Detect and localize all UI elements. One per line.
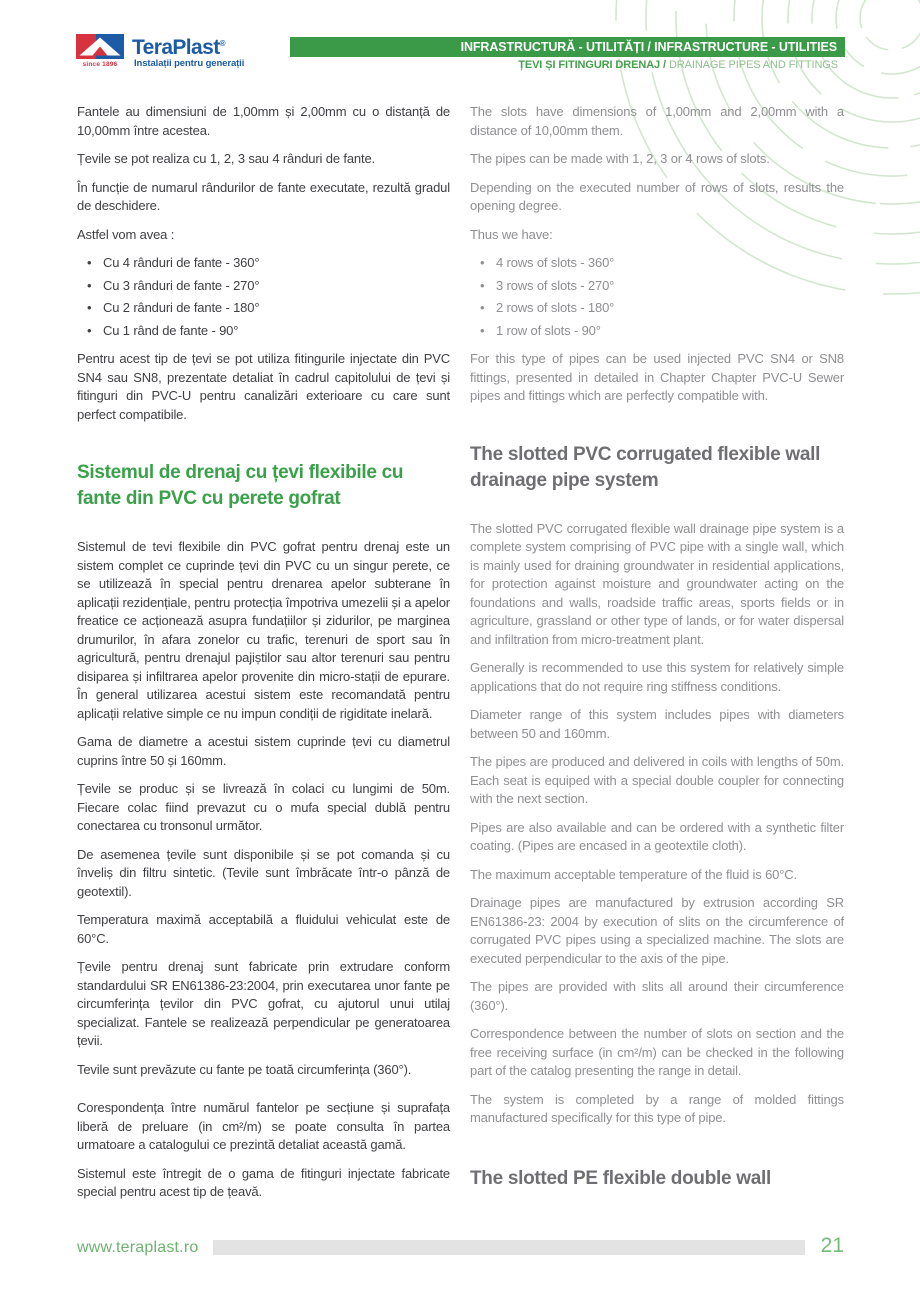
paragraph: Țevile se pot realiza cu 1, 2, 3 sau 4 rânduri de fante.: [77, 151, 376, 166]
paragraph: Sistemul de tevi flexibile din PVC gofrat pentru drenaj este un sistem complet ce cuprinde țevi din PVC cu un singur perete, ce se utilizează în special pentru drenarea apelor subterane în aplicații rezidențiale, pentru protecția împotriva umezelii și a apelor freatice ce acționează asupra fundațiilor și zidurilor, pe marginea drumurilor, în afara zonelor cu trafic, terenuri de sport sau în agricultură, pentru drenajul pajiștilor sau altor terenuri sau pentru disiparea și infiltrarea apelor provenite din micro-stații de epurare. În general utilizarea acestui sistem este recomandată pentru aplicații relative simple ce nu impun condiții de rigiditate inelară.: [77, 539, 450, 721]
paragraph: Thus we have:: [470, 226, 553, 242]
paragraph: Generally is recommended to use this system for relatively simple applications that do not require ring stiffness conditions.: [470, 660, 844, 694]
list-item: • Cu 2 rânduri de fante - 180°: [103, 299, 450, 318]
paragraph: The pipes are produced and delivered in coils with lengths of 50m. Each seat is equiped with a special double coupler for connecting with the next section.: [470, 754, 844, 806]
paragraph: The pipes can be made with 1, 2, 3 or 4 rows of slots.: [470, 151, 770, 166]
paragraph: Astfel vom avea :: [77, 226, 175, 242]
list-item: • 4 rows of slots - 360°: [496, 254, 844, 273]
paragraph: The pipes are provided with slits all around their circumference (360°).: [470, 979, 844, 1013]
paragraph: Corespondența între numărul fantelor pe secțiune și suprafața liberă de preluare (in cm²/m) se poate consulta în partea urmatoare a catalogului ce prezintă detaliat această gamă.: [77, 1100, 450, 1152]
paragraph: The slots have dimensions of 1,00mm and 2,00mm with a distance of 10,00mm them.: [470, 104, 844, 138]
paragraph: În funcție de numarul rândurilor de fante executate, rezultă gradul de deschidere.: [77, 179, 450, 213]
paragraph: Drainage pipes are manufactured by extrusion according SR EN61386-23: 2004 by execution of slits on the circumference of corrugated PVC pipes using a specialized machine. The slots are executed perpendicular to the axis of the pipe.: [470, 895, 844, 966]
paragraph: Pipes are also available and can be ordered with a synthetic filter coating. (Pipes are encased in a geotextile cloth).: [470, 819, 844, 853]
logo-since-label: since 1896: [82, 61, 118, 68]
english-column: [470, 103, 844, 1192]
teraplast-logo-mark-icon: [76, 34, 124, 59]
list-item: • 3 rows of slots - 270°: [496, 277, 844, 296]
paragraph: Pentru acest tip de țevi se pot utiliza fitingurile injectate din PVC SN4 sau SN8, prezentate detaliat în cadrul capitolului de țevi și fitinguri din PVC-U pentru canalizări exterioare cu care sunt perfect compatibile.: [77, 351, 450, 422]
paragraph: Correspondence between the number of slots on section and the free receiving surface (in cm²/m) can be checked in the following part of the catalog presenting the range in detail.: [470, 1026, 844, 1078]
list-item: • 2 rows of slots - 180°: [496, 299, 844, 318]
paragraph: For this type of pipes can be used injected PVC SN4 or SN8 fittings, presented in detailed in Chapter Chapter PVC-U Sewer pipes and fittings which are perfectly compatible with.: [470, 351, 844, 403]
list-item: • Cu 4 rânduri de fante - 360°: [103, 254, 450, 273]
subtitle-romanian: ȚEVI ȘI FITINGURI DRENAJ /: [518, 59, 669, 71]
paragraph: Sistemul este întregit de o gama de fitinguri injectate fabricate special pentru acest tip de țeavă.: [77, 1165, 450, 1199]
chapter-subtitle: [290, 59, 838, 71]
paragraph: Gama de diametre a acestui sistem cuprinde țevi cu diametrul cuprins între 50 și 160mm.: [77, 734, 450, 768]
list-item: • Cu 1 rând de fante - 90°: [103, 322, 450, 341]
logo-tagline: Instalații pentru generații: [134, 58, 245, 69]
romanian-column: [77, 103, 450, 1212]
footer-divider-bar: [213, 1240, 805, 1255]
website-link[interactable]: www.teraplast.ro: [77, 1239, 199, 1256]
section-heading-ro: Sistemul de drenaj cu țevi flexibile cu fante din PVC cu perete gofrat: [77, 462, 404, 509]
rows-of-slots-list: [77, 254, 450, 340]
paragraph: Diameter range of this system includes pipes with diameters between 50 and 160mm.: [470, 707, 844, 741]
registered-mark: ®: [219, 39, 226, 48]
chapter-banner: INFRASTRUCTURĂ - UTILITĂȚI / INFRASTRUCTURE - UTILITIES: [290, 37, 845, 57]
paragraph: Tevile sunt prevăzute cu fante pe toată circumferința (360°).: [77, 1061, 412, 1077]
paragraph: The maximum acceptable temperature of the fluid is 60°C.: [470, 866, 798, 882]
paragraph: Țevile se produc și se livrează în colaci cu lungimi de 50m. Fiecare colac fiind prevazut cu o mufa special dublă pentru conectarea cu tronsonul următor.: [77, 781, 450, 833]
page-number: 21: [820, 1234, 844, 1257]
paragraph: The system is completed by a range of molded fittings manufactured specifically for this type of pipe.: [470, 1091, 844, 1125]
paragraph: Depending on the executed number of rows of slots, results the opening degree.: [470, 179, 844, 213]
paragraph: Țevile pentru drenaj sunt fabricate prin extrudare conform standardului SR EN61386-23:2004, prin executarea unor fante pe circumferința țevilor din PVC gofrat, cu ajutorul unui utilaj specializat. Fantele se realizează perpendicular pe generatoarea țevii.: [77, 959, 450, 1048]
section-heading-en: The slotted PVC corrugated flexible wall drainage pipe system: [470, 443, 821, 491]
paragraph: Temperatura maximă acceptabilă a fluidului vehiculat este de 60°C.: [77, 912, 450, 946]
list-item: • Cu 3 rânduri de fante - 270°: [103, 277, 450, 296]
rows-of-slots-list: [470, 254, 844, 340]
next-section-heading: The slotted PE flexible double wall: [470, 1167, 771, 1189]
logo-brand-name: TeraPlast®: [132, 36, 226, 59]
list-item: • 1 row of slots - 90°: [496, 322, 844, 341]
paragraph: De asemenea țevile sunt disponibile și se pot comanda și cu înveliș din filtru sintetic. (Tevile sunt îmbrăcate într-o pânză de geotextil).: [77, 846, 450, 899]
paragraph: The slotted PVC corrugated flexible wall drainage pipe system is a complete system comprising of PVC pipe with a single wall, which is mainly used for draining groundwater in residential applications, for protection against moisture and groundwater acting on the foundations and walls, roadside traffic areas, sports fields or in agriculture, grassland or other type of lands, or for water dispersal and infiltration from micro-treatment plant.: [470, 520, 844, 647]
subtitle-english: DRAINAGE PIPES AND FITTINGS: [668, 59, 838, 71]
paragraph: Fantele au dimensiuni de 1,00mm și 2,00mm cu o distanță de 10,00mm între acestea.: [77, 104, 450, 138]
